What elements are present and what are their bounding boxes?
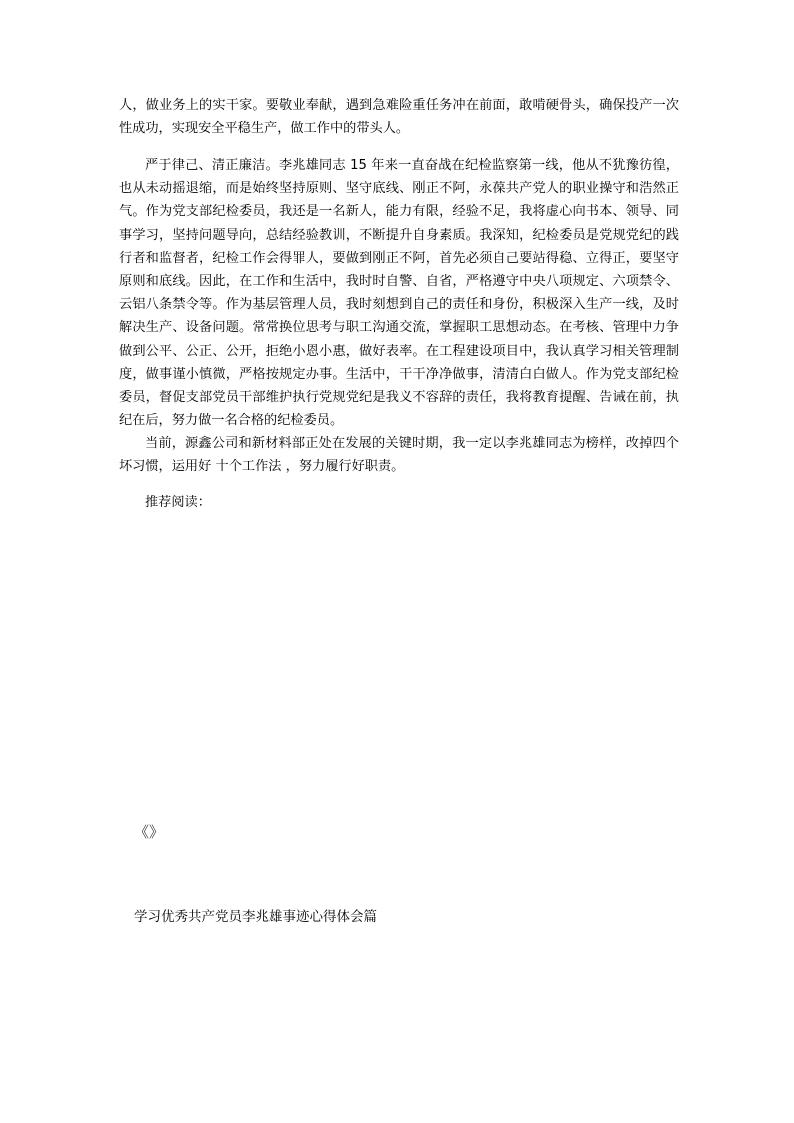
next-link[interactable]: 》 (149, 823, 165, 841)
paragraph-current-period: 当前，源鑫公司和新材料部正处在发展的关键时期，我一定以李兆雄同志为榜样，改掉四个坏习惯，运用好 十个工作法 ，努力履行好职责。 (119, 436, 679, 475)
paragraph-integrity: 严于律己、清正廉洁。李兆雄同志 15 年来一直奋战在纪检监察第一线，他从不犹豫彷徨，也从未动摇退缩，而是始终坚持原则、坚守底线、刚正不阿，永葆共产党人的职业操守和浩然正气。作为党支部纪检委员，我还是一名新人，能力有限，经验不足，我将虚心向书本、领导、同事学习，坚持问题导向，总结经验教训，不断提升自身素质。我深知，纪检委员是党规党纪的践行者和监督者，纪检工作会得罪人，要做到刚正不阿，首先必须自己要站得稳、立得正，要坚守原则和底线。因此，在工作和生活中，我时时自警、自省，严格遵守中央八项规定、六项禁令、云铝八条禁令等。作为基层管理人员，我时刻想到自己的责任和身份，积极深入生产一线，及时解决生产、设备问题。常常换位思考与职工沟通交流，掌握职工思想动态。在考核、管理中力争做到公平、公正、公开，拒绝小恩小惠，做好表率。在工程建设项目中，我认真学习相关管理制度，做事谨小慎微，严格按规定办事。生活中，干干净净做事，清清白白做人。作为党支部纪检委员，督促支部党员干部维护执行党规党纪是我义不容辞的责任，我将教育提醒、告诫在前，执纪在后，努力做一名合格的纪检委员。 (119, 158, 679, 429)
prev-link[interactable]: 《 (134, 823, 150, 841)
related-article-title[interactable]: 学习优秀共产党员李兆雄事迹心得体会篇 (134, 909, 377, 925)
recommended-reading-label: 推荐阅读： (145, 495, 211, 510)
paragraph-continuation: 人，做业务上的实干家。要敬业奉献，遇到急难险重任务冲在前面，敢啃硬骨头，确保投产一次性成功，实现安全平稳生产，做工作中的带头人。 (119, 98, 679, 137)
pagination-nav (134, 820, 164, 844)
